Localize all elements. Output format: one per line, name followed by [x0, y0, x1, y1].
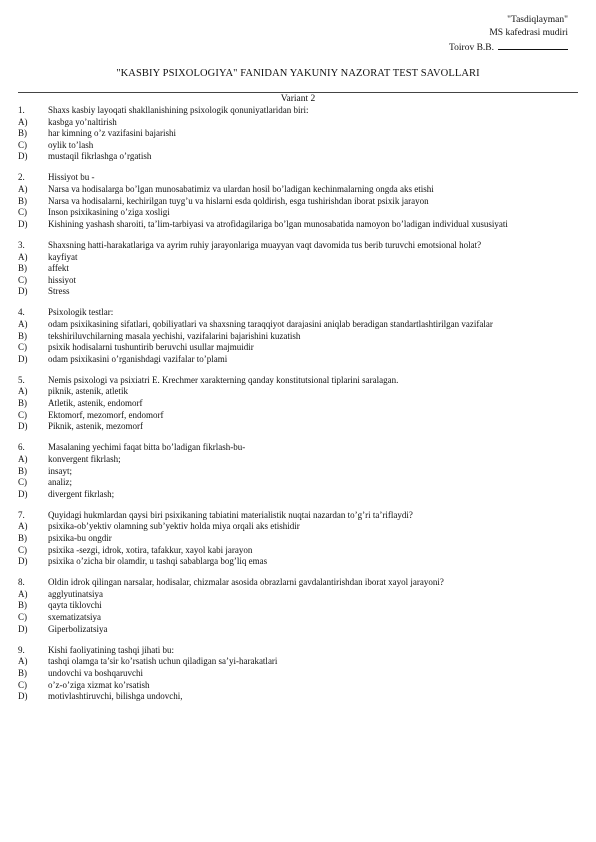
answer-option — [18, 410, 574, 422]
option-label: D) — [18, 353, 28, 364]
question-number: 2. — [18, 172, 25, 183]
answer-option — [18, 207, 574, 219]
option-label: A) — [18, 453, 28, 464]
option-label: A) — [18, 251, 28, 262]
option-text: odam psixikasining sifatlari, qobiliyatlari va shaxsning taraqqiyot darajasini aniqlab beradigan standartlashtirilgan vazifalar — [48, 319, 493, 329]
option-text: psixika -sezgi, idrok, xotira, tafakkur, xayol kabi jarayon — [48, 544, 253, 555]
option-text: o’z-o’ziga xizmat ko’rsatish — [48, 679, 150, 690]
variant-label: Variant 2 — [280, 94, 316, 104]
option-text: Ektomorf, mezomorf, endomorf — [48, 409, 164, 420]
option-label: B) — [18, 667, 27, 678]
option-label: D) — [18, 286, 28, 297]
answer-option — [18, 656, 574, 668]
option-text: Giperbolizatsiya — [48, 623, 108, 634]
question-text: Oldin idrok qilingan narsalar, hodisalar, chizmalar asosida obrazlarni gavdalantirishdan iborat xayol jarayoni? — [48, 577, 444, 588]
option-text: mustaqil fikrlashga o’rgatish — [48, 151, 152, 162]
option-label: C) — [18, 477, 27, 488]
question-number: 3. — [18, 239, 25, 250]
question-number: 4. — [18, 307, 25, 318]
answer-option — [18, 275, 574, 287]
answer-option — [18, 263, 574, 275]
option-label: B) — [18, 600, 27, 611]
question-number: 9. — [18, 644, 25, 655]
approval-block — [449, 14, 568, 55]
option-text: Stress — [48, 286, 70, 297]
option-text: insayt; — [48, 465, 72, 476]
answer-option — [18, 454, 574, 466]
option-label: B) — [18, 263, 27, 274]
option-label: B) — [18, 398, 27, 409]
question-number: 8. — [18, 577, 25, 588]
option-text: agglyutinatsiya — [48, 588, 103, 599]
question-number: 1. — [18, 105, 25, 115]
option-label: C) — [18, 679, 27, 690]
option-label: D) — [18, 488, 28, 499]
question-item — [18, 375, 574, 433]
option-label: D) — [18, 421, 28, 432]
question-text: Psixologik testlar: — [48, 307, 114, 318]
signature-blank — [498, 40, 568, 50]
option-text: analiz; — [48, 477, 72, 488]
question-stem — [18, 172, 574, 184]
answer-option — [18, 612, 574, 624]
question-number: 6. — [18, 442, 25, 453]
option-text: divergent fikrlash; — [48, 488, 115, 499]
answer-option — [18, 319, 574, 331]
answer-option — [18, 151, 574, 163]
question-item — [18, 645, 574, 703]
option-text: tekshiriluvchilarning masala yechishi, vazifalarini bajarishini kuzatish — [48, 330, 301, 341]
option-label: A) — [18, 521, 28, 532]
question-stem — [18, 105, 574, 117]
option-text: psixika-bu ongdir — [48, 533, 112, 543]
option-text: psixika-ob’yektiv olamning sub’yektiv holda miya orqali aks etishidir — [48, 521, 300, 532]
question-text: Kishi faoliyatining tashqi jihati bu: — [48, 644, 174, 655]
option-text: qayta tiklovchi — [48, 600, 102, 611]
answer-option — [18, 489, 574, 501]
option-label: B) — [18, 195, 27, 206]
option-label: B) — [18, 128, 27, 139]
option-text: kayfiyat — [48, 251, 78, 262]
option-text: Piknik, astenik, mezomorf — [48, 421, 143, 432]
answer-option — [18, 184, 574, 196]
option-label: A) — [18, 319, 28, 329]
option-text: hissiyot — [48, 274, 77, 285]
option-label: B) — [18, 465, 27, 476]
option-label: D) — [18, 691, 28, 702]
option-text: affekt — [48, 263, 69, 274]
answer-option — [18, 286, 574, 298]
option-text: odam psixikasini o’rganishdagi vazifalar to’plami — [48, 353, 228, 364]
answer-option — [18, 624, 574, 636]
option-label: A) — [18, 656, 28, 667]
option-label: A) — [18, 184, 28, 195]
answer-option — [18, 196, 574, 208]
answer-option — [18, 589, 574, 601]
question-item — [18, 105, 574, 163]
question-list — [18, 105, 574, 712]
question-item — [18, 577, 574, 635]
option-text: har kimning o’z vazifasini bajarishi — [48, 128, 176, 139]
option-label: D) — [18, 623, 28, 634]
answer-option — [18, 668, 574, 680]
question-stem — [18, 645, 574, 657]
question-text: Hissiyot bu - — [48, 172, 95, 183]
answer-option — [18, 252, 574, 264]
option-text: tashqi olamga ta’sir ko’rsatish uchun qiladigan sa’yi-harakatlari — [48, 656, 278, 667]
question-item — [18, 240, 574, 298]
question-text: Masalaning yechimi faqat bitta bo’ladigan fikrlash-bu- — [48, 442, 246, 453]
option-text: konvergent fikrlash; — [48, 453, 121, 464]
title-divider — [18, 92, 578, 93]
option-label: C) — [18, 612, 27, 623]
option-text: motivlashtiruvchi, bilishga undovchi, — [48, 691, 183, 702]
option-text: psixik hodisalarni tushuntirib beruvchi usullar majmuidir — [48, 342, 254, 353]
question-stem — [18, 375, 574, 387]
option-label: B) — [18, 533, 27, 543]
approval-label: "Tasdiqlayman" — [507, 15, 568, 25]
option-label: A) — [18, 386, 28, 397]
option-text: Atletik, astenik, endomorf — [48, 398, 143, 409]
answer-option — [18, 477, 574, 489]
answer-option — [18, 219, 574, 231]
answer-option — [18, 521, 574, 533]
question-text: Nemis psixologi va psixiatri E. Krechmer xarakterning qanday konstitutsional tiplarini saralagan. — [48, 374, 399, 385]
question-item — [18, 307, 574, 365]
option-text: sxematizatsiya — [48, 612, 101, 623]
answer-option — [18, 533, 574, 545]
answer-option — [18, 600, 574, 612]
option-text: Narsa va hodisalarga bo’lgan munosabatimiz va ulardan hosil bo’ladigan kechinmalarning ongda aks etishi — [48, 184, 434, 195]
option-label: D) — [18, 151, 28, 162]
answer-option — [18, 398, 574, 410]
option-label: D) — [18, 218, 28, 229]
document-title: "KASBIY PSIXOLOGIYA" FANIDAN YAKUNIY NAZORAT TEST SAVOLLARI — [116, 68, 480, 79]
answer-option — [18, 691, 574, 703]
question-item — [18, 442, 574, 500]
question-stem — [18, 442, 574, 454]
question-text: Shaxs kasbiy layoqati shakllanishining psixologik qonuniyatlaridan biri: — [48, 105, 309, 115]
answer-option — [18, 556, 574, 568]
question-number: 5. — [18, 374, 25, 385]
question-text: Quyidagi hukmlardan qaysi biri psixikaning tabiatini materialistik nuqtai nazardan to’g’ri ta’riflaydi? — [48, 509, 413, 520]
question-item — [18, 172, 574, 230]
option-label: A) — [18, 116, 28, 127]
option-text: piknik, astenik, atletik — [48, 386, 128, 397]
option-label: C) — [18, 274, 27, 285]
question-number: 7. — [18, 509, 25, 520]
option-text: undovchi va boshqaruvchi — [48, 667, 143, 678]
option-label: D) — [18, 556, 28, 567]
option-label: C) — [18, 409, 27, 420]
option-label: C) — [18, 207, 27, 218]
signatory-line — [449, 40, 568, 55]
answer-option — [18, 386, 574, 398]
answer-option — [18, 331, 574, 343]
answer-option — [18, 140, 574, 152]
signatory-name: Toirov B.B. — [449, 43, 494, 53]
question-stem — [18, 577, 574, 589]
answer-option — [18, 128, 574, 140]
option-label: C) — [18, 139, 27, 150]
option-text: Narsa va hodisalarni, kechirilgan tuyg’u va hislarni esda qoldirish, esga tushirishdan iborat psixik jarayon — [48, 195, 429, 206]
option-text: psixika o’zicha bir olamdir, u tashqi sabablarga bog’liq emas — [48, 556, 268, 567]
answer-option — [18, 466, 574, 478]
department-head: MS kafedrasi mudiri — [489, 28, 568, 38]
question-stem — [18, 307, 574, 319]
answer-option — [18, 354, 574, 366]
answer-option — [18, 545, 574, 557]
option-text: Kishining yashash sharoiti, ta’lim-tarbiyasi va atrofidagilariga bo’lgan munosabatida namoyon bo’ladigan individual xususiyati — [48, 218, 508, 229]
answer-option — [18, 680, 574, 692]
question-text: Shaxsning hatti-harakatlariga va ayrim ruhiy jarayonlariga muayyan vaqt davomida tus berib turuvchi emotsional holat? — [48, 239, 482, 250]
answer-option — [18, 117, 574, 129]
option-label: C) — [18, 342, 27, 353]
option-text: oylik to’lash — [48, 139, 94, 150]
option-label: C) — [18, 544, 27, 555]
option-text: kasbga yo’naltirish — [48, 116, 117, 127]
question-item — [18, 510, 574, 568]
question-stem — [18, 240, 574, 252]
question-stem — [18, 510, 574, 522]
answer-option — [18, 421, 574, 433]
option-label: B) — [18, 330, 27, 341]
answer-option — [18, 342, 574, 354]
option-label: A) — [18, 588, 28, 599]
option-text: Inson psixikasining o’ziga xosligi — [48, 207, 170, 218]
